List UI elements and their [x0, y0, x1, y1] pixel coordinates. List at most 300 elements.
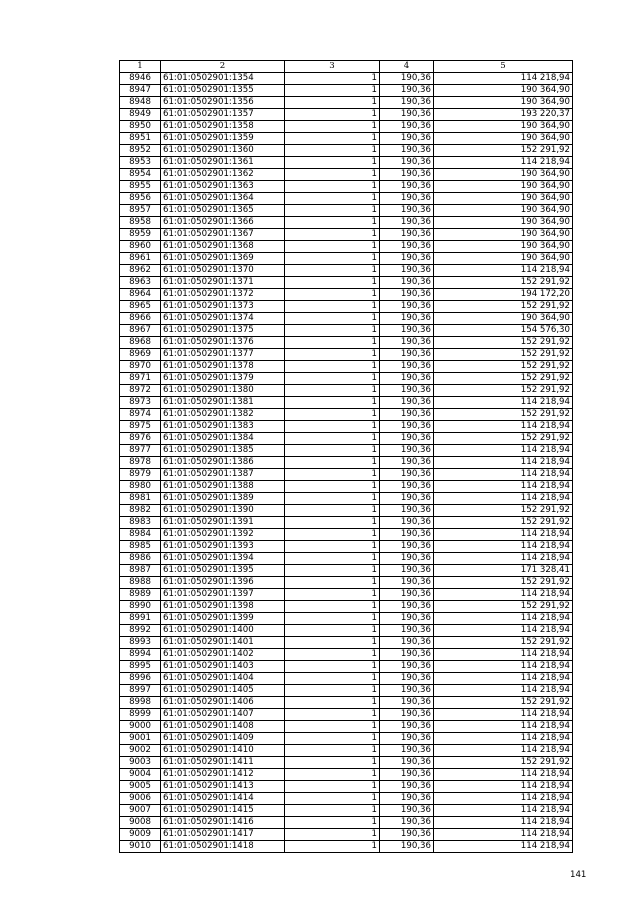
- table-row: [120, 265, 573, 277]
- cadastral-number-cell: 61:01:0502901:1383: [161, 421, 285, 433]
- cadastral-number-cell: 61:01:0502901:1359: [161, 133, 285, 145]
- area-value-cell: 190,36: [380, 337, 434, 349]
- cost-value-cell: 114 218,94: [434, 265, 573, 277]
- row-number-cell: 9010: [120, 841, 161, 853]
- area-value-cell: 190,36: [380, 829, 434, 841]
- area-value-cell: 190,36: [380, 145, 434, 157]
- area-value-cell: 190,36: [380, 253, 434, 265]
- row-number-cell: 8964: [120, 289, 161, 301]
- count-value-cell: 1: [285, 73, 380, 85]
- row-number-cell: 8972: [120, 385, 161, 397]
- cadastral-number-cell: 61:01:0502901:1386: [161, 457, 285, 469]
- cadastral-number-cell: 61:01:0502901:1363: [161, 181, 285, 193]
- cadastral-number-cell: 61:01:0502901:1365: [161, 205, 285, 217]
- cadastral-number-cell: 61:01:0502901:1384: [161, 433, 285, 445]
- count-value-cell: 1: [285, 541, 380, 553]
- cost-value-cell: 114 218,94: [434, 397, 573, 409]
- area-value-cell: 190,36: [380, 97, 434, 109]
- count-value-cell: 1: [285, 745, 380, 757]
- row-number-cell: 8987: [120, 565, 161, 577]
- area-value-cell: 190,36: [380, 793, 434, 805]
- table-row: [120, 337, 573, 349]
- cost-value-cell: 190 364,90: [434, 181, 573, 193]
- row-number-cell: 8990: [120, 601, 161, 613]
- cadastral-number-cell: 61:01:0502901:1391: [161, 517, 285, 529]
- cost-value-cell: 171 328,41: [434, 565, 573, 577]
- row-number-cell: 8949: [120, 109, 161, 121]
- table-row: [120, 793, 573, 805]
- cadastral-number-cell: 61:01:0502901:1387: [161, 469, 285, 481]
- cadastral-number-cell: 61:01:0502901:1364: [161, 193, 285, 205]
- table-row: [120, 565, 573, 577]
- area-value-cell: 190,36: [380, 697, 434, 709]
- row-number-cell: 8986: [120, 553, 161, 565]
- row-number-cell: 9007: [120, 805, 161, 817]
- cadastral-number-cell: 61:01:0502901:1379: [161, 373, 285, 385]
- count-value-cell: 1: [285, 589, 380, 601]
- count-value-cell: 1: [285, 613, 380, 625]
- area-value-cell: 190,36: [380, 169, 434, 181]
- row-number-cell: 8975: [120, 421, 161, 433]
- table-row: [120, 157, 573, 169]
- table-row: [120, 841, 573, 853]
- column-header-2: 2: [161, 61, 285, 73]
- cadastral-number-cell: 61:01:0502901:1408: [161, 721, 285, 733]
- cadastral-number-cell: 61:01:0502901:1414: [161, 793, 285, 805]
- header-row: [120, 61, 573, 73]
- table-row: [120, 805, 573, 817]
- row-number-cell: 9009: [120, 829, 161, 841]
- cadastral-number-cell: 61:01:0502901:1356: [161, 97, 285, 109]
- cadastral-number-cell: 61:01:0502901:1401: [161, 637, 285, 649]
- count-value-cell: 1: [285, 649, 380, 661]
- cadastral-number-cell: 61:01:0502901:1399: [161, 613, 285, 625]
- table-row: [120, 541, 573, 553]
- table-row: [120, 529, 573, 541]
- count-value-cell: 1: [285, 253, 380, 265]
- table-row: [120, 757, 573, 769]
- count-value-cell: 1: [285, 373, 380, 385]
- table-row: [120, 121, 573, 133]
- table-row: [120, 325, 573, 337]
- cost-value-cell: 152 291,92: [434, 409, 573, 421]
- row-number-cell: 8979: [120, 469, 161, 481]
- table-row: [120, 109, 573, 121]
- cadastral-number-cell: 61:01:0502901:1361: [161, 157, 285, 169]
- area-value-cell: 190,36: [380, 133, 434, 145]
- cost-value-cell: 190 364,90: [434, 205, 573, 217]
- row-number-cell: 9006: [120, 793, 161, 805]
- cadastral-number-cell: 61:01:0502901:1375: [161, 325, 285, 337]
- row-number-cell: 8978: [120, 457, 161, 469]
- cadastral-number-cell: 61:01:0502901:1400: [161, 625, 285, 637]
- row-number-cell: 8948: [120, 97, 161, 109]
- area-value-cell: 190,36: [380, 289, 434, 301]
- row-number-cell: 8998: [120, 697, 161, 709]
- count-value-cell: 1: [285, 397, 380, 409]
- area-value-cell: 190,36: [380, 553, 434, 565]
- table-row: [120, 145, 573, 157]
- table-row: [120, 769, 573, 781]
- cadastral-number-cell: 61:01:0502901:1377: [161, 349, 285, 361]
- cadastral-number-cell: 61:01:0502901:1409: [161, 733, 285, 745]
- cost-value-cell: 114 218,94: [434, 589, 573, 601]
- area-value-cell: 190,36: [380, 361, 434, 373]
- count-value-cell: 1: [285, 193, 380, 205]
- cost-value-cell: 152 291,92: [434, 517, 573, 529]
- area-value-cell: 190,36: [380, 445, 434, 457]
- count-value-cell: 1: [285, 421, 380, 433]
- cost-value-cell: 114 218,94: [434, 445, 573, 457]
- row-number-cell: 8993: [120, 637, 161, 649]
- count-value-cell: 1: [285, 361, 380, 373]
- area-value-cell: 190,36: [380, 601, 434, 613]
- cost-value-cell: 152 291,92: [434, 757, 573, 769]
- table-row: [120, 277, 573, 289]
- cost-value-cell: 190 364,90: [434, 85, 573, 97]
- cost-value-cell: 190 364,90: [434, 193, 573, 205]
- row-number-cell: 8952: [120, 145, 161, 157]
- cadastral-number-cell: 61:01:0502901:1389: [161, 493, 285, 505]
- table-row: [120, 733, 573, 745]
- row-number-cell: 8989: [120, 589, 161, 601]
- row-number-cell: 8959: [120, 229, 161, 241]
- area-value-cell: 190,36: [380, 325, 434, 337]
- cost-value-cell: 114 218,94: [434, 829, 573, 841]
- row-number-cell: 8994: [120, 649, 161, 661]
- table-row: [120, 85, 573, 97]
- cadastral-number-cell: 61:01:0502901:1404: [161, 673, 285, 685]
- table-row: [120, 445, 573, 457]
- cadastral-number-cell: 61:01:0502901:1394: [161, 553, 285, 565]
- table-row: [120, 505, 573, 517]
- count-value-cell: 1: [285, 349, 380, 361]
- table-row: [120, 781, 573, 793]
- cadastral-number-cell: 61:01:0502901:1371: [161, 277, 285, 289]
- cadastral-number-cell: 61:01:0502901:1413: [161, 781, 285, 793]
- cadastral-number-cell: 61:01:0502901:1382: [161, 409, 285, 421]
- count-value-cell: 1: [285, 793, 380, 805]
- cost-value-cell: 152 291,92: [434, 601, 573, 613]
- area-value-cell: 190,36: [380, 121, 434, 133]
- cost-value-cell: 114 218,94: [434, 457, 573, 469]
- area-value-cell: 190,36: [380, 589, 434, 601]
- table-row: [120, 709, 573, 721]
- row-number-cell: 8983: [120, 517, 161, 529]
- count-value-cell: 1: [285, 85, 380, 97]
- table-row: [120, 577, 573, 589]
- row-number-cell: 8999: [120, 709, 161, 721]
- row-number-cell: 8958: [120, 217, 161, 229]
- area-value-cell: 190,36: [380, 721, 434, 733]
- cadastral-number-cell: 61:01:0502901:1417: [161, 829, 285, 841]
- cost-value-cell: 114 218,94: [434, 553, 573, 565]
- count-value-cell: 1: [285, 505, 380, 517]
- cost-value-cell: 114 218,94: [434, 805, 573, 817]
- cadastral-number-cell: 61:01:0502901:1410: [161, 745, 285, 757]
- cost-value-cell: 114 218,94: [434, 649, 573, 661]
- area-value-cell: 190,36: [380, 217, 434, 229]
- row-number-cell: 8984: [120, 529, 161, 541]
- cost-value-cell: 114 218,94: [434, 817, 573, 829]
- cost-value-cell: 152 291,92: [434, 301, 573, 313]
- table-row: [120, 253, 573, 265]
- area-value-cell: 190,36: [380, 481, 434, 493]
- cost-value-cell: 154 576,30: [434, 325, 573, 337]
- count-value-cell: 1: [285, 205, 380, 217]
- table-row: [120, 205, 573, 217]
- count-value-cell: 1: [285, 577, 380, 589]
- cadastral-number-cell: 61:01:0502901:1369: [161, 253, 285, 265]
- table-row: [120, 409, 573, 421]
- area-value-cell: 190,36: [380, 649, 434, 661]
- cost-value-cell: 114 218,94: [434, 73, 573, 85]
- count-value-cell: 1: [285, 469, 380, 481]
- cost-value-cell: 190 364,90: [434, 241, 573, 253]
- table-row: [120, 829, 573, 841]
- count-value-cell: 1: [285, 625, 380, 637]
- count-value-cell: 1: [285, 829, 380, 841]
- row-number-cell: 8960: [120, 241, 161, 253]
- cadastral-number-cell: 61:01:0502901:1416: [161, 817, 285, 829]
- row-number-cell: 8991: [120, 613, 161, 625]
- count-value-cell: 1: [285, 517, 380, 529]
- area-value-cell: 190,36: [380, 421, 434, 433]
- cadastral-number-cell: 61:01:0502901:1366: [161, 217, 285, 229]
- count-value-cell: 1: [285, 265, 380, 277]
- row-number-cell: 8996: [120, 673, 161, 685]
- cadastral-number-cell: 61:01:0502901:1368: [161, 241, 285, 253]
- cadastral-number-cell: 61:01:0502901:1381: [161, 397, 285, 409]
- cadastral-number-cell: 61:01:0502901:1397: [161, 589, 285, 601]
- column-header-5: 5: [434, 61, 573, 73]
- count-value-cell: 1: [285, 709, 380, 721]
- row-number-cell: 8954: [120, 169, 161, 181]
- area-value-cell: 190,36: [380, 517, 434, 529]
- count-value-cell: 1: [285, 445, 380, 457]
- area-value-cell: 190,36: [380, 541, 434, 553]
- row-number-cell: 8988: [120, 577, 161, 589]
- count-value-cell: 1: [285, 661, 380, 673]
- cadastral-number-cell: 61:01:0502901:1412: [161, 769, 285, 781]
- cost-value-cell: 114 218,94: [434, 745, 573, 757]
- count-value-cell: 1: [285, 217, 380, 229]
- area-value-cell: 190,36: [380, 241, 434, 253]
- table-row: [120, 457, 573, 469]
- area-value-cell: 190,36: [380, 625, 434, 637]
- row-number-cell: 8997: [120, 685, 161, 697]
- count-value-cell: 1: [285, 805, 380, 817]
- table-row: [120, 721, 573, 733]
- area-value-cell: 190,36: [380, 565, 434, 577]
- table-row: [120, 361, 573, 373]
- row-number-cell: 9003: [120, 757, 161, 769]
- row-number-cell: 9000: [120, 721, 161, 733]
- count-value-cell: 1: [285, 697, 380, 709]
- table-row: [120, 673, 573, 685]
- cost-value-cell: 114 218,94: [434, 481, 573, 493]
- cadastral-number-cell: 61:01:0502901:1405: [161, 685, 285, 697]
- row-number-cell: 8950: [120, 121, 161, 133]
- cadastral-number-cell: 61:01:0502901:1396: [161, 577, 285, 589]
- cost-value-cell: 152 291,92: [434, 385, 573, 397]
- area-value-cell: 190,36: [380, 109, 434, 121]
- area-value-cell: 190,36: [380, 637, 434, 649]
- area-value-cell: 190,36: [380, 673, 434, 685]
- table-row: [120, 469, 573, 481]
- cadastral-number-cell: 61:01:0502901:1358: [161, 121, 285, 133]
- cost-value-cell: 190 364,90: [434, 217, 573, 229]
- cadastral-number-cell: 61:01:0502901:1392: [161, 529, 285, 541]
- count-value-cell: 1: [285, 721, 380, 733]
- table-row: [120, 229, 573, 241]
- table-row: [120, 169, 573, 181]
- count-value-cell: 1: [285, 97, 380, 109]
- cost-value-cell: 114 218,94: [434, 469, 573, 481]
- area-value-cell: 190,36: [380, 85, 434, 97]
- count-value-cell: 1: [285, 481, 380, 493]
- table-row: [120, 817, 573, 829]
- area-value-cell: 190,36: [380, 709, 434, 721]
- row-number-cell: 8955: [120, 181, 161, 193]
- cadastral-number-cell: 61:01:0502901:1402: [161, 649, 285, 661]
- area-value-cell: 190,36: [380, 397, 434, 409]
- cost-value-cell: 190 364,90: [434, 169, 573, 181]
- cadastral-number-cell: 61:01:0502901:1360: [161, 145, 285, 157]
- row-number-cell: 8966: [120, 313, 161, 325]
- cadastral-number-cell: 61:01:0502901:1378: [161, 361, 285, 373]
- row-number-cell: 8963: [120, 277, 161, 289]
- row-number-cell: 8973: [120, 397, 161, 409]
- row-number-cell: 8982: [120, 505, 161, 517]
- row-number-cell: 9002: [120, 745, 161, 757]
- count-value-cell: 1: [285, 565, 380, 577]
- cost-value-cell: 152 291,92: [434, 145, 573, 157]
- cadastral-number-cell: 61:01:0502901:1407: [161, 709, 285, 721]
- area-value-cell: 190,36: [380, 385, 434, 397]
- row-number-cell: 8974: [120, 409, 161, 421]
- row-number-cell: 8967: [120, 325, 161, 337]
- table-row: [120, 313, 573, 325]
- count-value-cell: 1: [285, 241, 380, 253]
- row-number-cell: 8956: [120, 193, 161, 205]
- row-number-cell: 8969: [120, 349, 161, 361]
- cadastral-number-cell: 61:01:0502901:1373: [161, 301, 285, 313]
- cost-value-cell: 114 218,94: [434, 733, 573, 745]
- table-row: [120, 637, 573, 649]
- column-header-4: 4: [380, 61, 434, 73]
- cost-value-cell: 152 291,92: [434, 637, 573, 649]
- table-row: [120, 625, 573, 637]
- count-value-cell: 1: [285, 841, 380, 853]
- area-value-cell: 190,36: [380, 661, 434, 673]
- table-row: [120, 493, 573, 505]
- table-row: [120, 217, 573, 229]
- cadastral-number-cell: 61:01:0502901:1395: [161, 565, 285, 577]
- table-row: [120, 553, 573, 565]
- cost-value-cell: 114 218,94: [434, 793, 573, 805]
- area-value-cell: 190,36: [380, 433, 434, 445]
- cost-value-cell: 190 364,90: [434, 313, 573, 325]
- table-row: [120, 193, 573, 205]
- area-value-cell: 190,36: [380, 373, 434, 385]
- cadastral-number-cell: 61:01:0502901:1415: [161, 805, 285, 817]
- count-value-cell: 1: [285, 733, 380, 745]
- row-number-cell: 8995: [120, 661, 161, 673]
- table-row: [120, 745, 573, 757]
- count-value-cell: 1: [285, 169, 380, 181]
- cost-value-cell: 114 218,94: [434, 721, 573, 733]
- cost-value-cell: 152 291,92: [434, 337, 573, 349]
- area-value-cell: 190,36: [380, 181, 434, 193]
- cost-value-cell: 152 291,92: [434, 349, 573, 361]
- cadastral-number-cell: 61:01:0502901:1388: [161, 481, 285, 493]
- cost-value-cell: 190 364,90: [434, 253, 573, 265]
- cadastral-number-cell: 61:01:0502901:1393: [161, 541, 285, 553]
- table-row: [120, 97, 573, 109]
- cost-value-cell: 114 218,94: [434, 781, 573, 793]
- area-value-cell: 190,36: [380, 841, 434, 853]
- area-value-cell: 190,36: [380, 313, 434, 325]
- count-value-cell: 1: [285, 289, 380, 301]
- cadastral-number-cell: 61:01:0502901:1355: [161, 85, 285, 97]
- cadastral-number-cell: 61:01:0502901:1357: [161, 109, 285, 121]
- row-number-cell: 8951: [120, 133, 161, 145]
- table-row: [120, 397, 573, 409]
- area-value-cell: 190,36: [380, 265, 434, 277]
- cadastral-number-cell: 61:01:0502901:1370: [161, 265, 285, 277]
- column-header-3: 3: [285, 61, 380, 73]
- cost-value-cell: 114 218,94: [434, 841, 573, 853]
- row-number-cell: 8946: [120, 73, 161, 85]
- row-number-cell: 8968: [120, 337, 161, 349]
- row-number-cell: 8992: [120, 625, 161, 637]
- area-value-cell: 190,36: [380, 349, 434, 361]
- row-number-cell: 9001: [120, 733, 161, 745]
- count-value-cell: 1: [285, 145, 380, 157]
- count-value-cell: 1: [285, 337, 380, 349]
- cost-value-cell: 152 291,92: [434, 277, 573, 289]
- cost-value-cell: 190 364,90: [434, 121, 573, 133]
- cadastral-number-cell: 61:01:0502901:1374: [161, 313, 285, 325]
- table-row: [120, 421, 573, 433]
- table-row: [120, 349, 573, 361]
- table-row: [120, 433, 573, 445]
- cadastral-number-cell: 61:01:0502901:1398: [161, 601, 285, 613]
- count-value-cell: 1: [285, 133, 380, 145]
- count-value-cell: 1: [285, 673, 380, 685]
- area-value-cell: 190,36: [380, 457, 434, 469]
- row-number-cell: 8977: [120, 445, 161, 457]
- cadastral-number-cell: 61:01:0502901:1354: [161, 73, 285, 85]
- row-number-cell: 8961: [120, 253, 161, 265]
- table-row: [120, 697, 573, 709]
- cadastral-number-cell: 61:01:0502901:1418: [161, 841, 285, 853]
- data-table: [119, 60, 573, 853]
- table-row: [120, 661, 573, 673]
- cadastral-number-cell: 61:01:0502901:1372: [161, 289, 285, 301]
- area-value-cell: 190,36: [380, 469, 434, 481]
- column-header-1: 1: [120, 61, 161, 73]
- count-value-cell: 1: [285, 457, 380, 469]
- area-value-cell: 190,36: [380, 745, 434, 757]
- count-value-cell: 1: [285, 433, 380, 445]
- row-number-cell: 9008: [120, 817, 161, 829]
- row-number-cell: 8965: [120, 301, 161, 313]
- row-number-cell: 8962: [120, 265, 161, 277]
- count-value-cell: 1: [285, 637, 380, 649]
- cadastral-number-cell: 61:01:0502901:1362: [161, 169, 285, 181]
